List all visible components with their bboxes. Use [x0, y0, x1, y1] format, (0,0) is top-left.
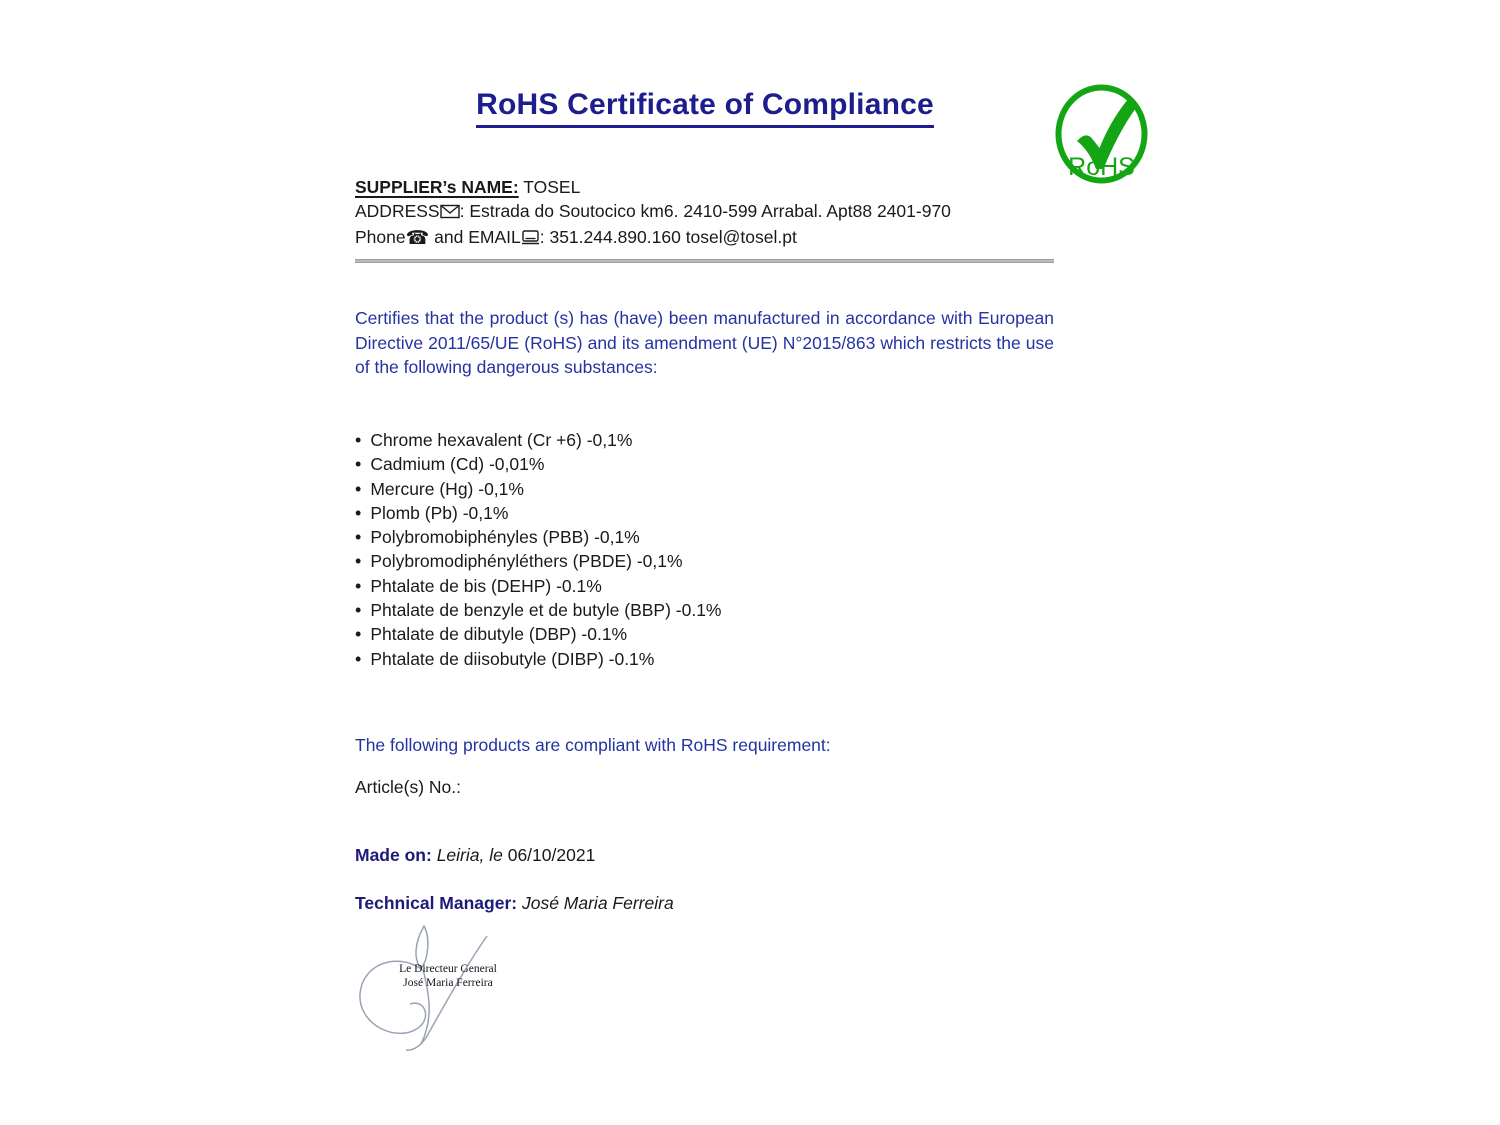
- phone-label: Phone: [355, 227, 406, 247]
- substance-item: • Polybromobiphényles (PBB) -0,1%: [355, 525, 1054, 549]
- signature-line2: José Maria Ferreira: [403, 977, 493, 989]
- rohs-badge-icon: [1054, 83, 1149, 185]
- substance-item: • Phtalate de bis (DEHP) -0.1%: [355, 574, 1054, 598]
- supplier-contact-line: [355, 225, 1055, 251]
- substance-item: • Cadmium (Cd) -0,01%: [355, 452, 1054, 476]
- article-number-label: Article(s) No.:: [355, 777, 461, 797]
- substance-item: • Polybromodiphényléthers (PBDE) -0,1%: [355, 549, 1054, 573]
- technical-manager-line: [355, 893, 1054, 914]
- signature-line1: Le Directeur General: [399, 963, 497, 975]
- supplier-name-value: TOSEL: [523, 177, 581, 197]
- made-on-label: Made on:: [355, 845, 432, 865]
- horizontal-divider: [355, 259, 1054, 263]
- made-on-line: [355, 845, 1054, 866]
- address-value: : Estrada do Soutocico km6. 2410-599 Arrabal. Apt88 2401-970: [459, 201, 951, 221]
- supplier-address-line: [355, 199, 1055, 225]
- signature-text: [390, 962, 506, 990]
- page-title: RoHS Certificate of Compliance: [476, 88, 934, 128]
- substance-item: • Phtalate de dibutyle (DBP) -0.1%: [355, 622, 1054, 646]
- substance-item: • Phtalate de benzyle et de butyle (BBP) -0.1%: [355, 598, 1054, 622]
- certification-statement: Certifies that the product (s) has (have) been manufactured in accordance with European Directive 2011/65/UE (RoHS) and its amendment (UE) N°2015/863 which restricts the use of the following dangerous substances:: [355, 308, 1054, 377]
- substances-list: [355, 428, 1054, 671]
- supplier-name-label: SUPPLIER’s NAME:: [355, 177, 519, 197]
- signature-block: [352, 920, 517, 1055]
- email-label: and EMAIL: [429, 227, 521, 247]
- substance-item: • Phtalate de diisobutyle (DIBP) -0.1%: [355, 647, 1054, 671]
- made-on-date: 06/10/2021: [507, 845, 596, 865]
- made-on-place: Leiria, le: [436, 845, 503, 865]
- computer-icon: [521, 227, 540, 251]
- substance-item: • Chrome hexavalent (Cr +6) -0,1%: [355, 428, 1054, 452]
- substance-item: • Plomb (Pb) -0,1%: [355, 501, 1054, 525]
- technical-manager-name: José Maria Ferreira: [521, 893, 674, 913]
- envelope-icon: [440, 201, 460, 225]
- page-title-row: [355, 88, 1055, 128]
- supplier-name-line: [355, 175, 1055, 199]
- supplier-block: [355, 175, 1055, 251]
- contact-value: : 351.244.890.160 tosel@tosel.pt: [539, 227, 797, 247]
- address-label: ADDRESS: [355, 201, 440, 221]
- rohs-logo: [1054, 83, 1149, 185]
- substance-item: • Mercure (Hg) -0,1%: [355, 477, 1054, 501]
- phone-icon: ☎: [405, 228, 430, 249]
- rohs-badge-label: RoHS: [1068, 153, 1135, 181]
- compliance-statement: The following products are compliant with RoHS requirement:: [355, 735, 831, 755]
- technical-manager-label: Technical Manager:: [355, 893, 518, 913]
